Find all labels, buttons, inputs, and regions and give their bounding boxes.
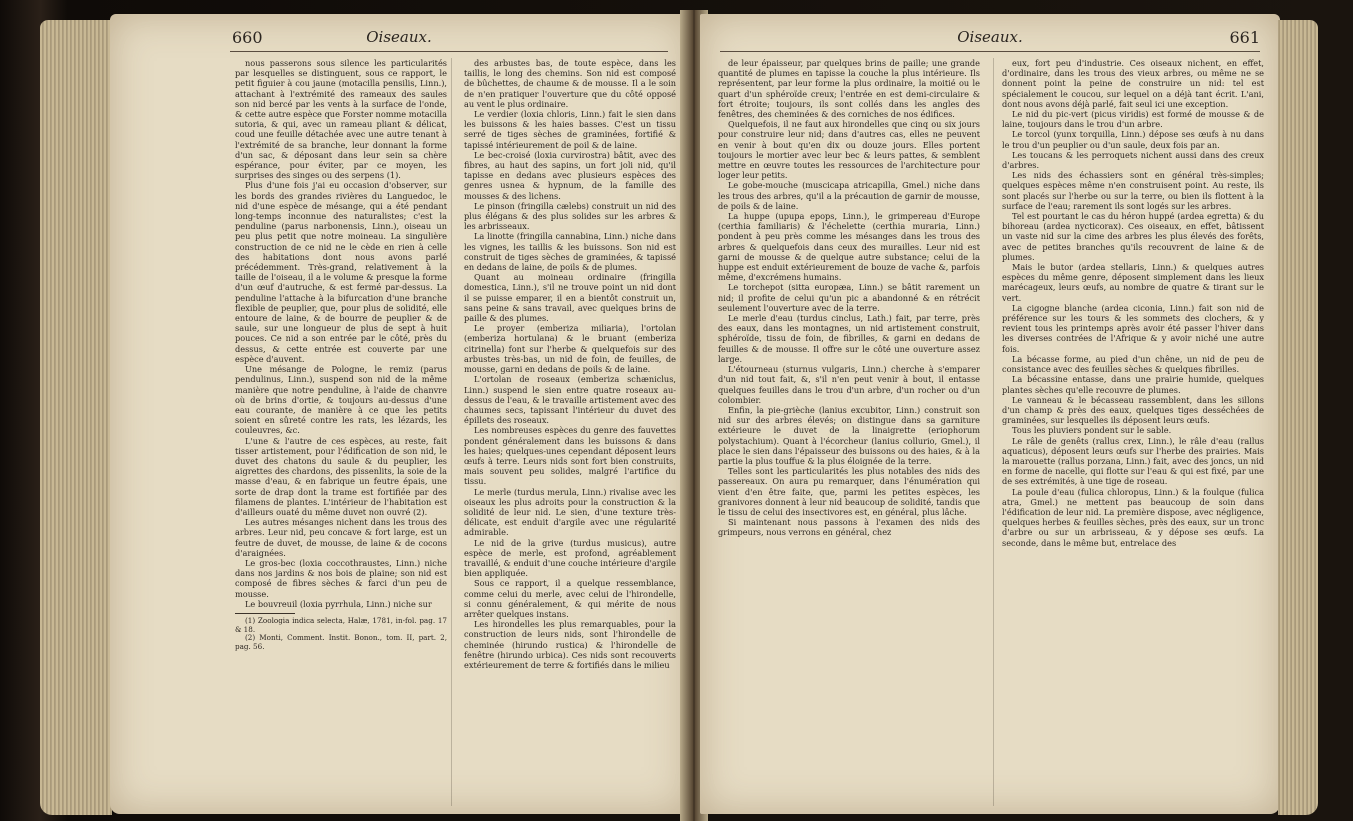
column-left-1 xyxy=(235,58,447,806)
running-title-left: Oiseaux. xyxy=(366,28,432,46)
paragraph: La bécasse forme, au pied d'un chêne, un nid de peu de consistance avec des feuilles sèches & quelques fibrilles. xyxy=(1002,353,1264,375)
paragraph: La huppe (upupa epops, Linn.), le grimpereau d'Europe (certhia familiaris) & l'échelette (certhia muraria, Linn.) pondent à peu près comme les mésanges dans les trous des arbres & quelquefois dans ceux des murailles. Leur nid est garni de mousse & de quelque autre substance; celui de la huppe est enduit extérieurement de bouze de vache &, parfois même, d'excrémens humains. xyxy=(718,211,980,283)
column-divider xyxy=(993,58,994,806)
paragraph: La bécassine entasse, dans une prairie humide, quelques plantes sèches qu'elle recouvre de plumes. xyxy=(1002,374,1264,395)
paragraph: Si maintenant nous passons à l'examen des nids des grimpeurs, nous verrons en général, chez xyxy=(718,517,980,538)
text-columns-right xyxy=(718,58,1264,806)
paragraph: Une mésange de Pologne, le remiz (parus pendulinus, Linn.), suspend son nid de la même manière que notre penduline, à l'aide de chanvre où de brins d'ortie, & toujours au-dessus d'une eau courante, de manière à ce que les petits soient en sûreté contre les rats, les lézards, les couleuvres, &c. xyxy=(235,364,447,436)
text-columns-left xyxy=(235,58,676,806)
footnote: (2) Monti, Comment. Instit. Bonon., tom. II, part. 2, pag. 56. xyxy=(235,633,447,651)
column-left-2 xyxy=(464,58,676,806)
paragraph: eux, fort peu d'industrie. Ces oiseaux nichent, en effet, d'ordinaire, dans les trous des vieux arbres, ou même ne se donnent point la peine de construire un nid: tel est spécialement le coucou, sur lequel on a déjà tant écrit. L'ani, dont nous avons déjà parlé, fait seul ici une exception. xyxy=(1002,58,1264,109)
paragraph: La linotte (fringilla cannabina, Linn.) niche dans les vignes, les taillis & les buissons. Son nid est construit de tiges sèches de graminées, & tapissé en dedans de laine, de poils & de plumes. xyxy=(464,231,676,273)
paragraph: L'étourneau (sturnus vulgaris, Linn.) cherche à s'emparer d'un nid tout fait, &, s'il n'en peut venir à bout, il entasse quelques feuilles dans le trou d'un arbre, d'un rocher ou d'un colombier. xyxy=(718,364,980,405)
paragraph: Le pinson (fringilla cælebs) construit un nid des plus élégans & des plus solides sur les arbres & les arbrisseaux. xyxy=(464,200,676,232)
column-right-2 xyxy=(1002,58,1264,806)
paragraph: Le proyer (emberiza miliaria), l'ortolan (emberiza hortulana) & le bruant (emberiza citrinella) font sur l'herbe & quelquefois sur des arbustes très-bas, un nid de foin, de feuilles, de mousse, garni en dedans de poils & de laine. xyxy=(464,323,676,375)
page-edges-right xyxy=(1278,20,1318,815)
paragraph: Tel est pourtant le cas du héron huppé (ardea egretta) & du bihoreau (ardea nycticorax). Ces oiseaux, en effet, bâtissent un vaste nid sur la cime des arbres les plus élevés des forêts, avec de petites branches qu'ils recouvrent de laine & de plumes. xyxy=(1002,211,1264,262)
paragraph: Les hirondelles les plus remarquables, pour la construction de leurs nids, sont l'hirondelle de cheminée (hirundo rustica) & l'hirondelle de fenêtre (hirundo urbica). Ces nids sont recouverts extérieurement de terre & fortifiés dans le milieu xyxy=(464,619,676,670)
paragraph: Les nids des échassiers sont en général très-simples; quelques espèces même n'en construisent point. Au reste, ils sont placés sur l'herbe ou sur la terre, ou bien ils flottent à la surface de l'eau; rarement ils sont logés sur les arbres. xyxy=(1002,170,1264,211)
paragraph: Le râle de genêts (rallus crex, Linn.), le râle d'eau (rallus aquaticus), déposent leurs œufs sur l'herbe des prairies. Mais la marouette (rallus porzana, Linn.) fait, avec des joncs, un nid en forme de nacelle, qui flotte sur l'eau & qui est fixé, par une de ses extrémités, à une tige de roseau. xyxy=(1002,435,1264,487)
paragraph: Sous ce rapport, il a quelque ressemblance, comme celui du merle, avec celui de l'hirondelle, si connu généralement, & qui mérite de nous arrêter quelques instans. xyxy=(464,578,676,619)
page-number-left: 660 xyxy=(232,28,263,47)
paragraph: Les toucans & les perroquets nichent aussi dans des creux d'arbres. xyxy=(1002,149,1264,171)
paragraph: Le verdier (loxia chloris, Linn.) fait le sien dans les buissons & les haies basses. C'est un tissu serré de tiges sèches de graminées, fortifié & tapissé intérieurement de poil & de laine. xyxy=(464,109,676,150)
right-page xyxy=(700,14,1280,814)
paragraph: L'ortolan de roseaux (emberiza schæniclus, Linn.) suspend le sien entre quatre roseaux au-dessus de l'eau, & le travaille artistement avec des chaumes secs, tapissant l'intérieur du duvet des épillets des roseaux. xyxy=(464,374,676,426)
paragraph: Le vanneau & le bécasseau rassemblent, dans les sillons d'un champ & près des eaux, quelques tiges desséchées de graminées, sur lesquelles ils déposent leurs œufs. xyxy=(1002,394,1264,426)
paragraph: Le gros-bec (loxia coccothraustes, Linn.) niche dans nos jardins & nos bois de plaine; son nid est composé de fibres sèches & farci d'un peu de mousse. xyxy=(235,557,447,599)
paragraph: Les nombreuses espèces du genre des fauvettes pondent généralement dans les buissons & dans les haies; quelques-unes cependant déposent leurs œufs à terre. Leurs nids sont fort bien construits, mais souvent peu solides, malgré l'artifice du tissu. xyxy=(464,425,676,487)
paragraph: Plus d'une fois j'ai eu occasion d'observer, sur les bords des grandes rivières du Languedoc, le nid d'une espèce de mésange, qui a été pendant long-temps inconnue des naturalistes; c'est la penduline (parus narbonensis, Linn.), oiseau un peu plus petit que notre moineau. La singulière construction de ce nid ne le cède en rien à celle des habitations dont nous avons parlé précédemment. Très-grand, relativement à la taille de l'oiseau, il a le volume & presque la forme d'un œuf d'autruche, & est fermé par-dessus. La penduline l'attache à la bifurcation d'une branche flexible de peuplier, que, pour plus de solidité, elle entoure de laine, & de bourre de peuplier & de saule, sur une longueur de plus de sept à huit pouces. Ce nid a son entrée par le côté, près du dessus, & cette entrée est couverte par une espèce d'auvent. xyxy=(235,180,447,364)
paragraph: Quant au moineau ordinaire (fringilla domestica, Linn.), s'il ne trouve point un nid dont il se puisse emparer, il en a bientôt construit un, sans peine & sans travail, avec quelques brins de paille & des plumes. xyxy=(464,272,676,324)
paragraph: Le nid de la grive (turdus musicus), autre espèce de merle, est profond, agréablement travaillé, & enduit d'une couche intérieure d'argile bien appliquée. xyxy=(464,537,676,579)
paragraph: La poule d'eau (fulica chloropus, Linn.) & la foulque (fulica atra, Gmel.) ne mettent pas beaucoup de soin dans l'édification de leur nid. La première dispose, avec négligence, quelques herbes & feuilles sèches, près des eaux, sur un tronc d'arbre ou sur un arbrisseau, & y dépose ses œufs. La seconde, dans le même but, entrelace des xyxy=(1002,486,1264,548)
paragraph: Les autres mésanges nichent dans les trous des arbres. Leur nid, peu concave & fort large, est un feutre de duvet, de mousse, de laine & de cocons d'araignées. xyxy=(235,517,447,558)
header-rule-right xyxy=(720,51,1260,52)
paragraph: Le merle d'eau (turdus cinclus, Lath.) fait, par terre, près des eaux, dans les montagnes, un nid artistement construit, sphéroïde, tissu de foin, de fibrilles, & garni en dedans de feuilles & de mousse. Il offre sur le côté une ouverture assez large. xyxy=(718,313,980,364)
paragraph: de leur épaisseur, par quelques brins de paille; une grande quantité de plumes en tapisse la couche la plus intérieure. Ils représentent, par leur forme la plus ordinaire, la moitié ou le quart d'un sphéroïde creux; l'entrée en est demi-circulaire & fort étroite; toujours, ils sont collés dans les angles des fenêtres, des cheminées & des corniches de nos édifices. xyxy=(718,58,980,120)
header-rule-left xyxy=(230,51,668,52)
left-page xyxy=(110,14,688,814)
running-head-right xyxy=(700,24,1280,50)
paragraph: Le torchepot (sitta europæa, Linn.) se bâtit rarement un nid; il profite de celui qu'un pic a abandonné & en rétrécit seulement l'ouverture avec de la terre. xyxy=(718,282,980,313)
running-title-right: Oiseaux. xyxy=(957,28,1023,46)
footnote-rule xyxy=(235,613,295,614)
footnote: (1) Zoologia indica selecta, Halæ, 1781, in-fol. pag. 17 & 18. xyxy=(235,615,447,634)
page-edges-left xyxy=(40,20,112,815)
paragraph: Enfin, la pie-grièche (lanius excubitor, Linn.) construit son nid sur des arbres élevés; on distingue dans sa garniture extérieure le duvet de la linaigrette (eriophorum polystachium). Quant à l'écorcheur (lanius collurio, Gmel.), il place le sien dans l'épaisseur des buissons ou des haies, & à la partie la plus touffue & la plus éloignée de la terre. xyxy=(718,404,980,466)
paragraph: Quelquefois, il ne faut aux hirondelles que cinq ou six jours pour construire leur nid; dans d'autres cas, elles ne peuvent en venir à bout qu'en dix ou douze jours. Elles portent toujours le mortier avec leur bec & leurs pattes, & semblent mettre en œuvre toutes les ressources de l'architecture pour loger leur petits. xyxy=(718,119,980,181)
paragraph: L'une & l'autre de ces espèces, au reste, fait tisser artistement, pour l'édification de son nid, le duvet des chatons du saule & du peuplier, les aigrettes des chardons, des pissenlits, la soie de la masse d'eau, & en fabrique un feutre épais, une sorte de drap dont la trame est fortifiée par des filamens de plantes. L'intérieur de l'habitation est d'ailleurs ouaté du même duvet non ouvré (2). xyxy=(235,435,447,517)
paragraph: nous passerons sous silence les particularités par lesquelles se distinguent, sous ce rapport, le petit figuier à cou jaune (motacilla pensilis, Linn.), attachant à l'extrémité des rameaux des saules son nid bercé par les vents à la surface de l'onde, & cette autre espèce que Forster nomme motacilla sutoria, & qui, avec un rameau pliant & délicat, coud une feuille détachée avec une autre tenant à l'extrémité de sa branche, leur donnant la forme d'un sac, & déposant dans leur sein sa chère espérance, pour éviter, par ce moyen, les surprises des singes ou des serpens (1). xyxy=(235,58,447,181)
column-right-1 xyxy=(718,58,980,806)
page-number-right: 661 xyxy=(1229,28,1260,47)
paragraph: Le gobe-mouche (muscicapa atricapilla, Gmel.) niche dans les trous des arbres, qu'il a la précaution de garnir de mousse, de poils & de laine. xyxy=(718,180,980,211)
paragraph: Telles sont les particularités les plus notables des nids des passereaux. On aura pu remarquer, dans l'énumération qui vient d'en être faite, que, parmi les petites espèces, les granivores donnent à leur nid beaucoup de solidité, tandis que le tissu de celui des insectivores est, en général, plus lâche. xyxy=(718,466,980,517)
paragraph: Le bouvreuil (loxia pyrrhula, Linn.) niche sur xyxy=(245,598,432,609)
paragraph: Le merle (turdus merula, Linn.) rivalise avec les oiseaux les plus adroits pour la construction & la solidité de leur nid. Le sien, d'une texture très-délicate, est enduit d'argile avec une régularité admirable. xyxy=(464,486,676,538)
running-head-left xyxy=(110,24,688,50)
paragraph: Mais le butor (ardea stellaris, Linn.) & quelques autres espèces du même genre, déposent simplement dans les lieux marécageux, leurs œufs, au nombre de quatre & tirant sur le vert. xyxy=(1002,262,1264,303)
paragraph: Tous les pluviers pondent sur le sable. xyxy=(1012,425,1172,436)
paragraph: Le torcol (yunx torquilla, Linn.) dépose ses œufs à nu dans le trou d'un peuplier ou d'un saule, deux fois par an. xyxy=(1002,129,1264,150)
paragraph: des arbustes bas, de toute espèce, dans les taillis, le long des chemins. Son nid est composé de bûchettes, de chaume & de mousse. Il a le soin de n'en pratiquer l'ouverture que du côté opposé au vent le plus ordinaire. xyxy=(464,58,676,109)
column-divider xyxy=(451,58,452,806)
paragraph: La cigogne blanche (ardea ciconia, Linn.) fait son nid de préférence sur les tours & les sommets des clochers, & y revient tous les printemps après avoir été passer l'hiver dans les diverses contrées de l'Afrique & y avoir niché une autre fois. xyxy=(1002,302,1264,354)
paragraph: Le bec-croisé (loxia curvirostra) bâtit, avec des fibres, au haut des sapins, un fort joli nid, qu'il tapisse en dedans avec plusieurs espèces des genres usnea & hypnum, de la famille des mousses & des lichens. xyxy=(464,149,676,201)
paragraph: Le nid du pic-vert (picus viridis) est formé de mousse & de laine, toujours dans le trou d'un arbre. xyxy=(1002,109,1264,130)
